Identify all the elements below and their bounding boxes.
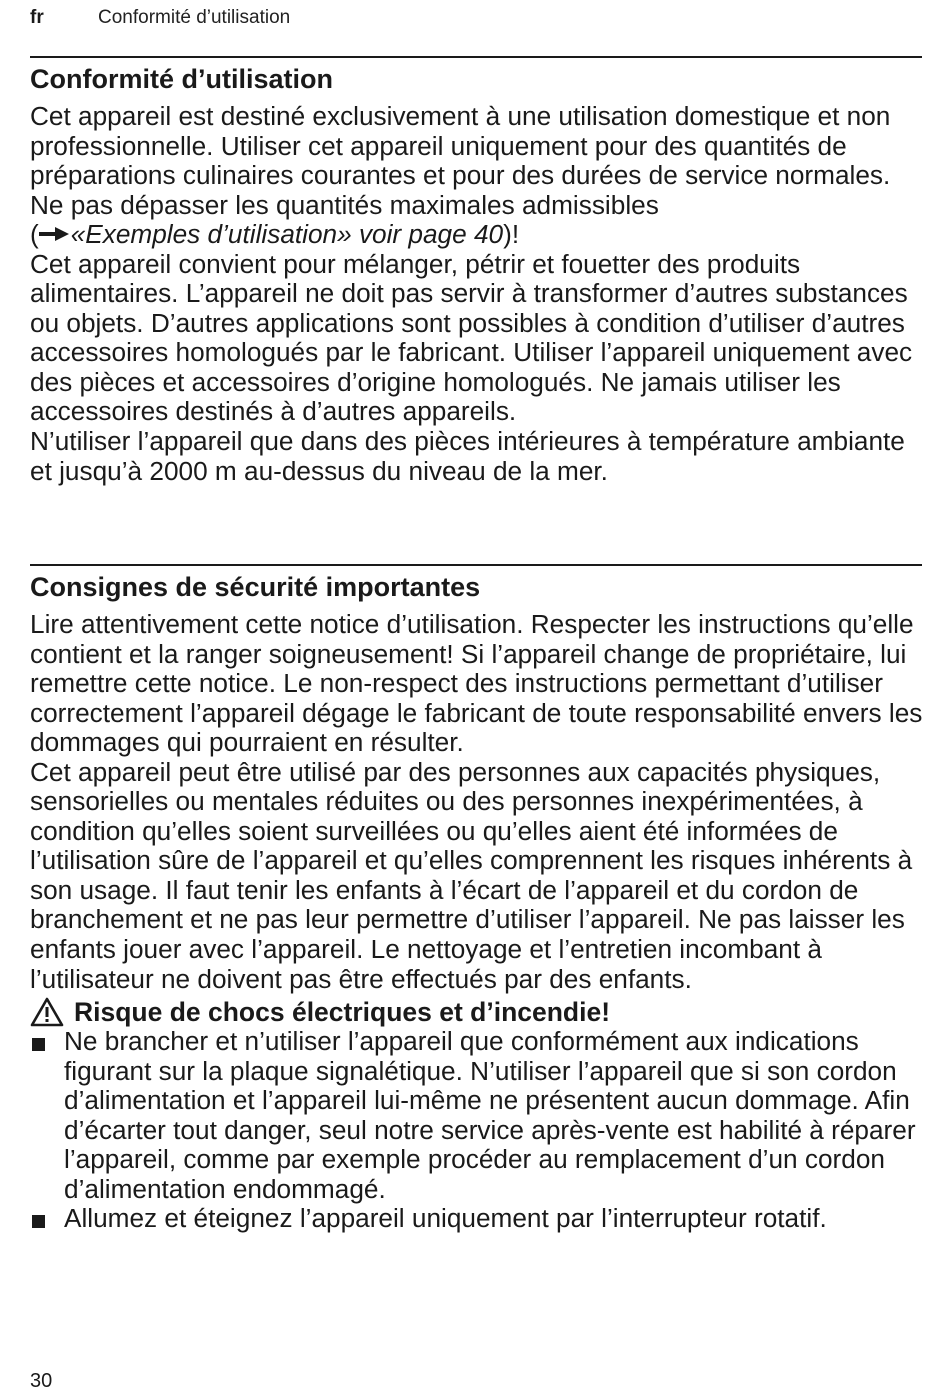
ref-close: )! (503, 219, 520, 250)
section-intended-use (30, 64, 930, 486)
paragraph: Cet appareil convient pour mélanger, pétrir et fouetter des produits alimentaires. L’appareil ne doit pas servir à transformer d’autres substances ou objets. D’autres applications sont possibles à condition d’utiliser d’autres accessoires homologués par le fabricant. Utiliser l’appareil uniquement avec des pièces et accessoires d’origine homologués. Ne jamais utiliser les accessoires destinés à d’autres appareils. (30, 248, 913, 427)
list-item-text: Ne brancher et n’utiliser l’appareil que conformément aux indications figurant sur la plaque signalétique. N’utiliser l’appareil que si son cordon d’alimentation et l’appareil lui-même ne présentent aucun dommage. Afin d’écarter tout danger, seul notre service après-vente est habilité à réparer l’appareil, comme par exemple procéder au remplacement d’un cordon d’alimentation endommagé. (64, 1026, 916, 1204)
warning-heading (30, 997, 930, 1027)
paragraph: Ne pas dépasser les quantités maximales admissibles (30, 189, 659, 220)
section-title: Conformité d’utilisation (30, 64, 333, 94)
paragraph: N’utiliser l’appareil que dans des pièces intérieures à température ambiante et jusqu’à 2000 m au-dessus du niveau de la mer. (30, 426, 905, 486)
warning-title: Risque de chocs électriques et d’incendie! (74, 997, 611, 1028)
page-number: 30 (30, 1370, 53, 1392)
paragraph: Cet appareil est destiné exclusivement à une utilisation domestique et non professionnelle. Utiliser cet appareil uniquement pour des quantités de préparations culinaires courantes et pour des durées de service normales. (30, 101, 891, 191)
page-header (30, 6, 291, 30)
running-title: Conformité d’utilisation (98, 7, 291, 28)
section-body (30, 102, 930, 486)
warning-triangle-icon (30, 997, 64, 1027)
cross-reference (30, 220, 930, 250)
language-code: fr (30, 7, 44, 28)
ref-open: ( (30, 219, 39, 250)
arrow-right-icon (39, 227, 69, 241)
cross-reference-link[interactable]: «Exemples d’utilisation» voir page 40 (70, 219, 504, 250)
paragraph: Lire attentivement cette notice d’utilisation. Respecter les instructions qu’elle contient et la ranger soigneusement! Si l’appareil change de propriétaire, lui remettre cette notice. Le non-respect des instructions permettant d’utiliser correctement l’appareil dégage le fabricant de toute responsabilité envers les dommages qui pourraient en résulter. (30, 609, 923, 758)
bullet-square-icon (32, 1215, 45, 1228)
section-divider (30, 564, 922, 566)
section-divider (30, 56, 922, 58)
list-item (30, 1204, 930, 1234)
list-item (30, 1027, 930, 1204)
section-safety (30, 572, 930, 1234)
bullet-square-icon (32, 1038, 45, 1051)
warning-list (30, 1027, 930, 1234)
list-item-text: Allumez et éteignez l’appareil uniquement par l’interrupteur rotatif. (64, 1203, 827, 1234)
section-body (30, 610, 930, 994)
paragraph: Cet appareil peut être utilisé par des personnes aux capacités physiques, sensorielles ou mentales réduites ou des personnes inexpérimentées, à condition qu’elles soient surveillées ou qu’elles aient été informées de l’utilisation sûre de l’appareil et qu’elles comprennent les risques inhérents à son usage. Il faut tenir les enfants à l’écart de l’appareil et du cordon de branchement et ne pas leur permettre d’utiliser l’appareil. Ne pas laisser les enfants jouer avec l’appareil. Le nettoyage et l’entretien incombant à l’utilisateur ne doivent pas être effectués par des enfants. (30, 756, 913, 994)
section-title: Consignes de sécurité importantes (30, 572, 481, 602)
